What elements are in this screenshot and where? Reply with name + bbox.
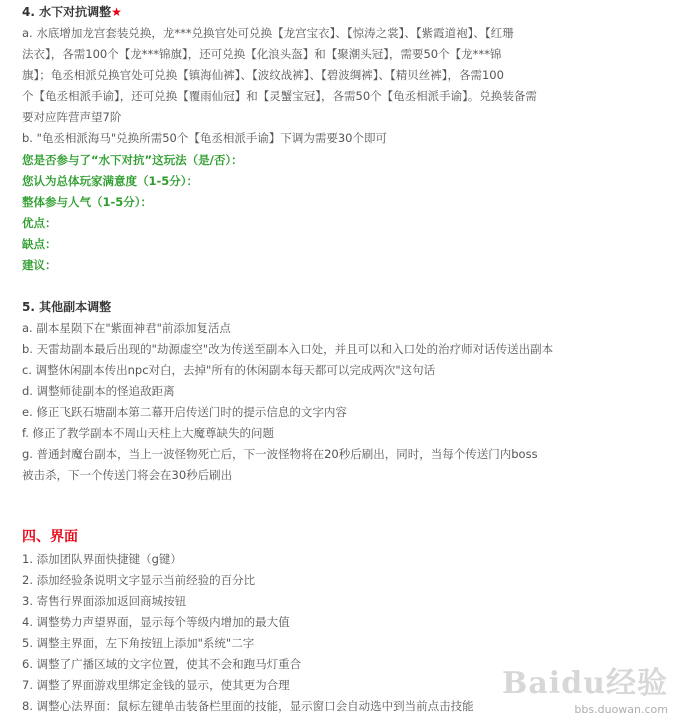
ui-item: 6. 调整了广播区域的文字位置，使其不会和跑马灯重合 [22, 657, 302, 671]
section5-item: c. 调整休闲副本传出npc对白，去掉"所有的休闲副本每天都可以完成两次"这句话 [22, 363, 436, 377]
section5-item: 被击杀，下一个传送门将会在30秒后刷出 [22, 468, 233, 482]
section4-title [22, 2, 122, 22]
ui-item: 1. 添加团队界面快捷键（g键） [22, 552, 182, 566]
ui-item: 4. 调整势力声望界面，显示每个等级内增加的最大值 [22, 615, 290, 629]
star-icon: ★ [111, 5, 122, 19]
section5-item: e. 修正飞跃石塘副本第二幕开启传送门时的提示信息的文字内容 [22, 405, 347, 419]
section5-item: a. 副本星陨下在"紫面神君"前添加复活点 [22, 321, 231, 335]
ui-item: 7. 调整了界面游戏里绑定金钱的显示，使其更为合理 [22, 678, 290, 692]
watermark-brand: Baidu经验 [502, 666, 668, 701]
section5-item: d. 调整师徒副本的怪追敌距离 [22, 384, 175, 398]
baidu-watermark [502, 658, 672, 716]
section-ui-title: 四、界面 [22, 529, 78, 545]
section4-paragraph-line: 法衣】，各需100个【龙***锦旗】，还可兑换【化浪头盔】和【聚潮头冠】，需要50个【龙***锦 [22, 47, 502, 61]
survey-pros: 优点： [22, 216, 57, 230]
section4-paragraph-line: 个【龟丞相派手谕】，还可兑换【覆雨仙冠】和【灵蟹宝冠】，各需50个【龟丞相派手谕】。兑换装备需 [22, 89, 537, 103]
survey-suggestions: 建议： [22, 258, 57, 272]
section5-item: f. 修正了教学副本不周山天柱上大魔尊缺失的问题 [22, 426, 275, 440]
ui-item: 3. 寄售行界面添加返回商城按钮 [22, 594, 187, 608]
section4-title-text: 4. 水下对抗调整 [22, 5, 112, 19]
section5-title: 5. 其他副本调整 [22, 300, 112, 314]
section4-paragraph-line: 旗】；龟丞相派兑换官处可兑换【镇海仙裤】、【波纹战裤】、【碧波绸裤】、【精贝丝裤】，各需100 [22, 68, 504, 82]
survey-satisfaction: 您认为总体玩家满意度（1-5分）： [22, 174, 199, 188]
survey-cons: 缺点： [22, 237, 57, 251]
ui-item: 8. 调整心法界面：鼠标左键单击装备栏里面的技能，显示窗口会自动选中到当前点击技能 [22, 699, 474, 713]
survey-participation: 您是否参与了“水下对抗”这玩法（是/否）： [22, 153, 243, 167]
section5-item: b. 天雷劫副本最后出现的"劫源虚空"改为传送至副本入口处，并且可以和入口处的治疗师对话传送出副本 [22, 342, 554, 356]
watermark-url: bbs.duowan.com [574, 703, 668, 716]
ui-item: 5. 调整主界面，左下角按钮上添加"系统"二字 [22, 636, 255, 650]
ui-item: 2. 添加经验条说明文字显示当前经验的百分比 [22, 573, 256, 587]
section4-paragraph-line: a. 水底增加龙宫套装兑换，龙***兑换官处可兑换【龙宫宝衣】、【惊涛之裳】、【紫霞道袍】、【红珊 [22, 26, 514, 40]
section4-paragraph-line: b. "龟丞相派海马"兑换所需50个【龟丞相派手谕】下调为需要30个即可 [22, 131, 387, 145]
section4-paragraph-line: 要对应阵营声望7阶 [22, 110, 122, 124]
section5-item: g. 普通封魔台副本，当上一波怪物死亡后，下一波怪物将在20秒后刷出，同时，当每个传送门内boss [22, 447, 538, 461]
survey-popularity: 整体参与人气（1-5分）： [22, 195, 153, 209]
